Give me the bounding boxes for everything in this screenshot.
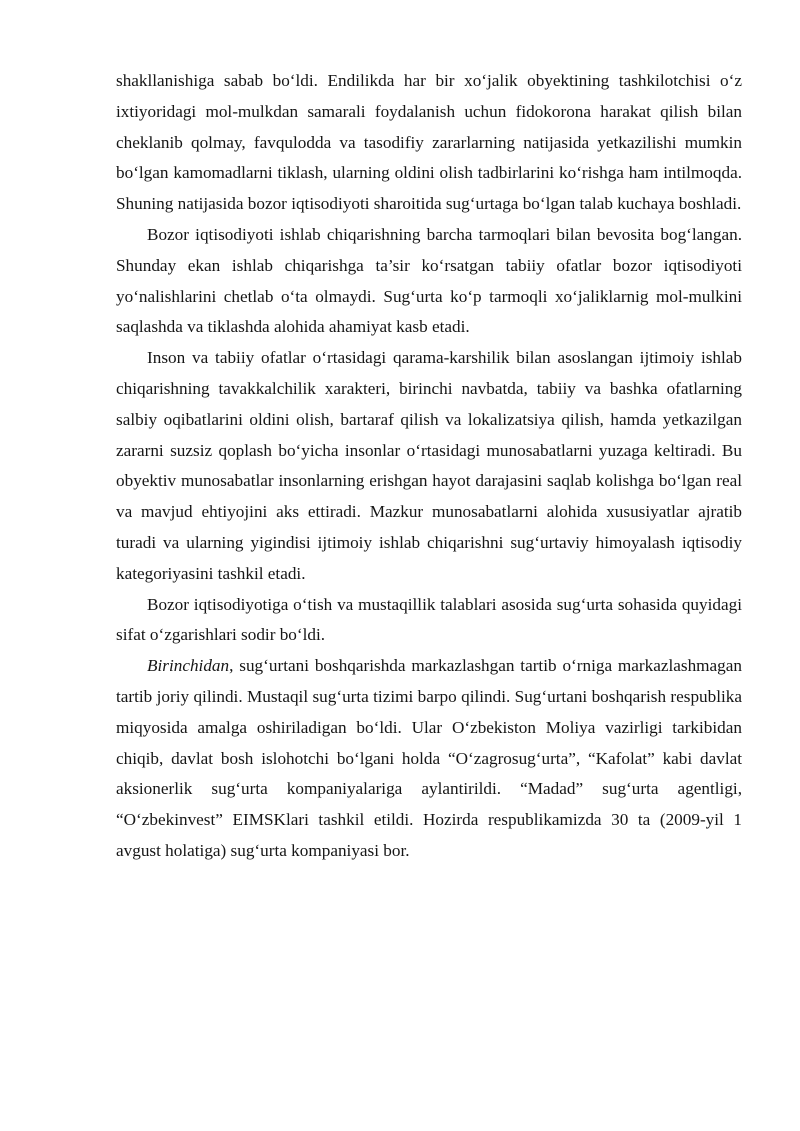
document-page [116, 66, 742, 867]
paragraph-5-lead: Birinchidan [147, 656, 230, 676]
paragraph-5-body: , sug‘urtani boshqarishda markazlashgan tartib o‘rniga markazlashmagan tartib joriy qilindi. Mustaqil sug‘urta tizimi barpo qilindi. Sug‘urtani boshqarish respublika miqyosida amalga oshiriladigan bo‘ldi. Ular O‘zbekiston Moliya vazirligi tarkibidan chiqib, davlat bosh islohotchi bo‘lgani holda “O‘zagrosug‘urta”, “Kafolat” kabi davlat aksionerlik sug‘urta kompaniyalariga aylantirildi. “Madad” sug‘urta agentligi, “O‘zbekinvest” EIMSKlari tashkil etildi. Hozirda respublikamizda 30 ta (2009-yil 1 avgust holatiga) sug‘urta kompaniyasi bor. [116, 656, 742, 860]
paragraph-3: Inson va tabiiy ofatlar o‘rtasidagi qarama-karshilik bilan asoslangan ijtimoiy ishlab chiqarishning tavakkalchilik xarakteri, birinchi navbatda, tabiiy va bashka ofatlarning salbiy oqibatlarini oldini olish, bartaraf qilish va lokalizatsiya qilish, hamda yetkazilgan zararni suzsiz qoplash bo‘yicha insonlar o‘rtasidagi munosabatlarni yuzaga keltiradi. Bu obyektiv munosabatlar insonlarning erishgan hayot darajasini saqlab kolishga bo‘lgan real va mavjud ehtiyojini aks ettiradi. Mazkur munosabatlarni alohida xususiyatlar ajratib turadi va ularning yigindisi ijtimoiy ishlab chiqarishni sug‘urtaviy himoyalash iqtisodiy kategoriyasini tashkil etadi. [116, 348, 742, 583]
paragraph-1: shakllanishiga sabab bo‘ldi. Endilikda har bir xo‘jalik obyektining tashkilotchisi o‘z ixtiyoridagi mol-mulkdan samarali foydalanish uchun fidokorona harakat qilish bilan cheklanib qolmay, favqulodda va tasodifiy zararlarning natijasida yetkazilishi mumkin bo‘lgan kamomadlarni tiklash, ularning oldini olish tadbirlarini ko‘rishga ham intilmoqda. Shuning natijasida bozor iqtisodiyoti sharoitida sug‘urtaga bo‘lgan talab kuchaya boshladi. [116, 71, 742, 214]
paragraph-4: Bozor iqtisodiyotiga o‘tish va mustaqillik talablari asosida sug‘urta sohasida quyidagi sifat o‘zgarishlari sodir bo‘ldi. [116, 594, 742, 645]
paragraph-2: Bozor iqtisodiyoti ishlab chiqarishning barcha tarmoqlari bilan bevosita bog‘langan. Shunday ekan ishlab chiqarishga ta’sir ko‘rsatgan tabiiy ofatlar bozor iqtisodiyoti yo‘nalishlarini chetlab o‘ta olmaydi. Sug‘urta ko‘p tarmoqli xo‘jaliklarnig mol-mulkini saqlashda va tiklashda alohida ahamiyat kasb etadi. [116, 224, 742, 337]
paragraph-5 [116, 651, 742, 867]
